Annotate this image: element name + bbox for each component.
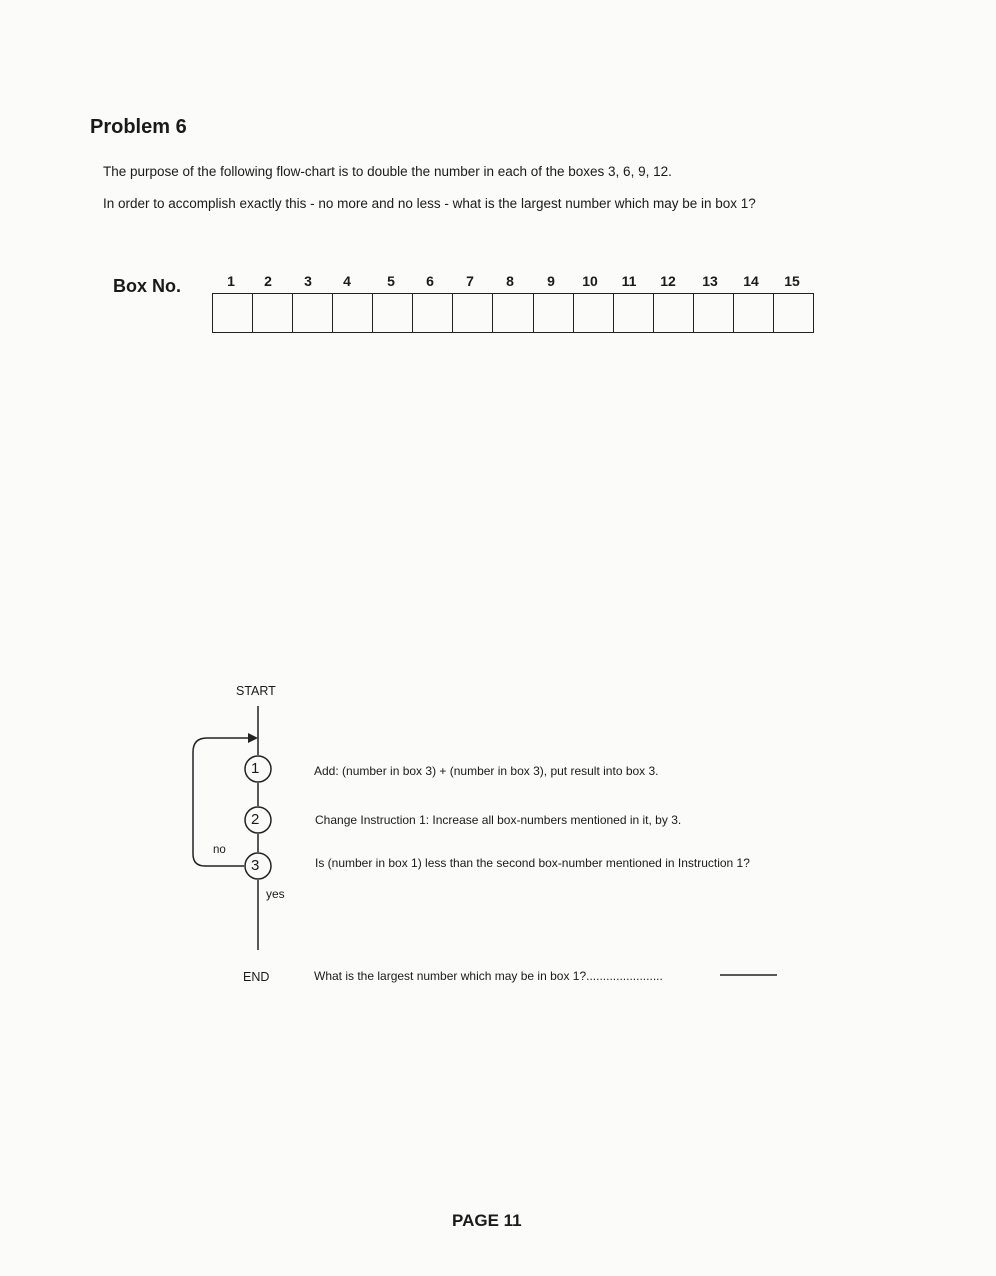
box-number: 9 [547, 273, 555, 289]
yes-branch-label: yes [266, 887, 285, 901]
problem-statement-line-1: The purpose of the following flow-chart is to double the number in each of the boxes 3, 6, 9, 12. [103, 164, 672, 179]
step-number-1: 1 [251, 760, 260, 777]
step-number-3: 3 [251, 857, 260, 874]
box-number: 14 [743, 273, 759, 289]
arrowhead-icon [248, 733, 258, 743]
instruction-1-text: Add: (number in box 3) + (number in box 3), put result into box 3. [314, 764, 659, 778]
box-number: 12 [660, 273, 676, 289]
box-number: 13 [702, 273, 718, 289]
problem-statement-line-2: In order to accomplish exactly this - no more and no less - what is the largest number which may be in box 1? [103, 196, 756, 211]
box-number: 8 [506, 273, 514, 289]
box-number: 1 [227, 273, 235, 289]
box-number: 2 [264, 273, 272, 289]
instruction-3-text: Is (number in box 1) less than the second box-number mentioned in Instruction 1? [315, 856, 750, 870]
flow-end-label: END [243, 970, 270, 984]
box-number: 4 [343, 273, 351, 289]
box-number: 10 [582, 273, 598, 289]
box-number: 15 [784, 273, 800, 289]
box-number: 7 [466, 273, 474, 289]
problem-title: Problem 6 [90, 116, 187, 138]
box-number: 3 [304, 273, 312, 289]
box-number-label: Box No. [113, 276, 182, 296]
answer-question: What is the largest number which may be in box 1?....................... [314, 969, 663, 983]
box-number: 6 [426, 273, 434, 289]
no-branch-label: no [213, 844, 226, 856]
instruction-2-text: Change Instruction 1: Increase all box-numbers mentioned in it, by 3. [315, 813, 682, 827]
flow-start-label: START [236, 684, 276, 698]
step-number-2: 2 [251, 811, 260, 828]
box-number: 5 [387, 273, 395, 289]
page-number: PAGE 11 [452, 1211, 522, 1230]
box-number: 11 [621, 273, 637, 289]
